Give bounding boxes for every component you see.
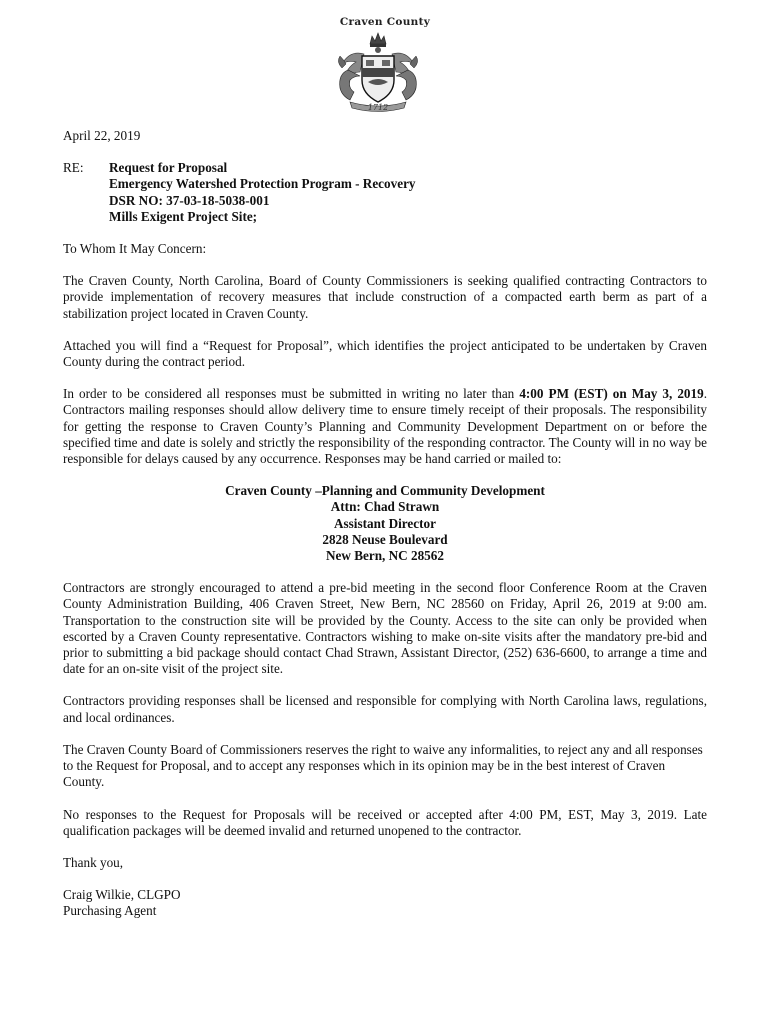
deadline-datetime: 4:00 PM (EST) on May 3, 2019 — [519, 386, 704, 402]
paragraph-licensing: Contractors providing responses shall be licensed and responsible for complying with North Carolina laws, regulations, and local ordinances. — [63, 693, 707, 725]
subject-lines — [109, 160, 416, 225]
address-line: Assistant Director — [334, 515, 436, 531]
signer-title: Purchasing Agent — [63, 903, 157, 919]
subject-label: RE: — [63, 160, 84, 176]
letter-body — [63, 128, 707, 920]
deadline-text-after: . Contractors mailing responses should allow delivery time to ensure timely receipt of their proposals. The responsibility for getting the response to Craven County’s Planning and Community Development Department on or before the specified time and date is solely and strictly the responsibility of the responding contractor. The County will in no way be responsible for delays caused by any occurrence. Responses may be hand carried or mailed to: — [63, 386, 707, 467]
subject-line: DSR NO: 37-03-18-5038-001 — [109, 192, 270, 208]
subject-line: Request for Proposal — [109, 160, 228, 176]
closing: Thank you, — [63, 854, 124, 870]
address-line: New Bern, NC 28562 — [326, 548, 444, 564]
paragraph-intro: The Craven County, North Carolina, Board of County Commissioners is seeking qualified contracting Contractors to provide implementation of recovery measures that include construction of a compacted earth berm as part of a stabilization project located in Craven County. — [63, 273, 707, 321]
subject-line: Emergency Watershed Protection Program - Recovery — [109, 176, 416, 192]
signer-name: Craig Wilkie, CLGPO — [63, 887, 181, 903]
paragraph-prebid: Contractors are strongly encouraged to attend a pre-bid meeting in the second floor Conference Room at the Craven County Administration Building, 406 Craven Street, New Bern, NC 28560 on Friday, April 26, 2019 at 9:00 am. Transportation to the construction site will be provided by the County. Access to the site can only be provided when escorted by a Craven County representative. Contractors wishing to make on-site visits after the mandatory pre-bid and prior to submitting a bid package should contact Chad Strawn, Assistant Director, (252) 636-6600, to arrange a time and date for an on-site visit of the project site. — [63, 580, 707, 677]
address-line: Attn: Chad Strawn — [330, 499, 440, 515]
address-line: Craven County –Planning and Community Development — [225, 483, 545, 499]
salutation: To Whom It May Concern: — [63, 241, 207, 257]
letterhead-title: Craven County — [339, 16, 431, 28]
paragraph-late-responses: No responses to the Request for Proposals will be received or accepted after 4:00 PM, EST, May 3, 2019. Late qualification packages will be deemed invalid and returned unopened to the contractor. — [63, 806, 707, 838]
address-line: 2828 Neuse Boulevard — [322, 531, 448, 547]
paragraph-reservation: The Craven County Board of Commissioners reserves the right to waive any informalities, to reject any and all responses to the Request for Proposal, and to accept any responses which in its opinion may be in the best interest of Craven County. — [63, 741, 703, 790]
seal-year: 1712 — [367, 103, 389, 112]
letter-date: April 22, 2019 — [63, 128, 141, 143]
mailing-address — [63, 483, 707, 564]
paragraph-attachment: Attached you will find a “Request for Proposal”, which identifies the project anticipated to be undertaken by Craven County during the contract period. — [63, 337, 707, 370]
subject-block — [63, 160, 707, 225]
deadline-text-before: In order to be considered all responses must be submitted in writing no later than — [63, 386, 520, 402]
subject-line: Mills Exigent Project Site; — [109, 208, 258, 224]
paragraph-deadline — [63, 386, 707, 467]
